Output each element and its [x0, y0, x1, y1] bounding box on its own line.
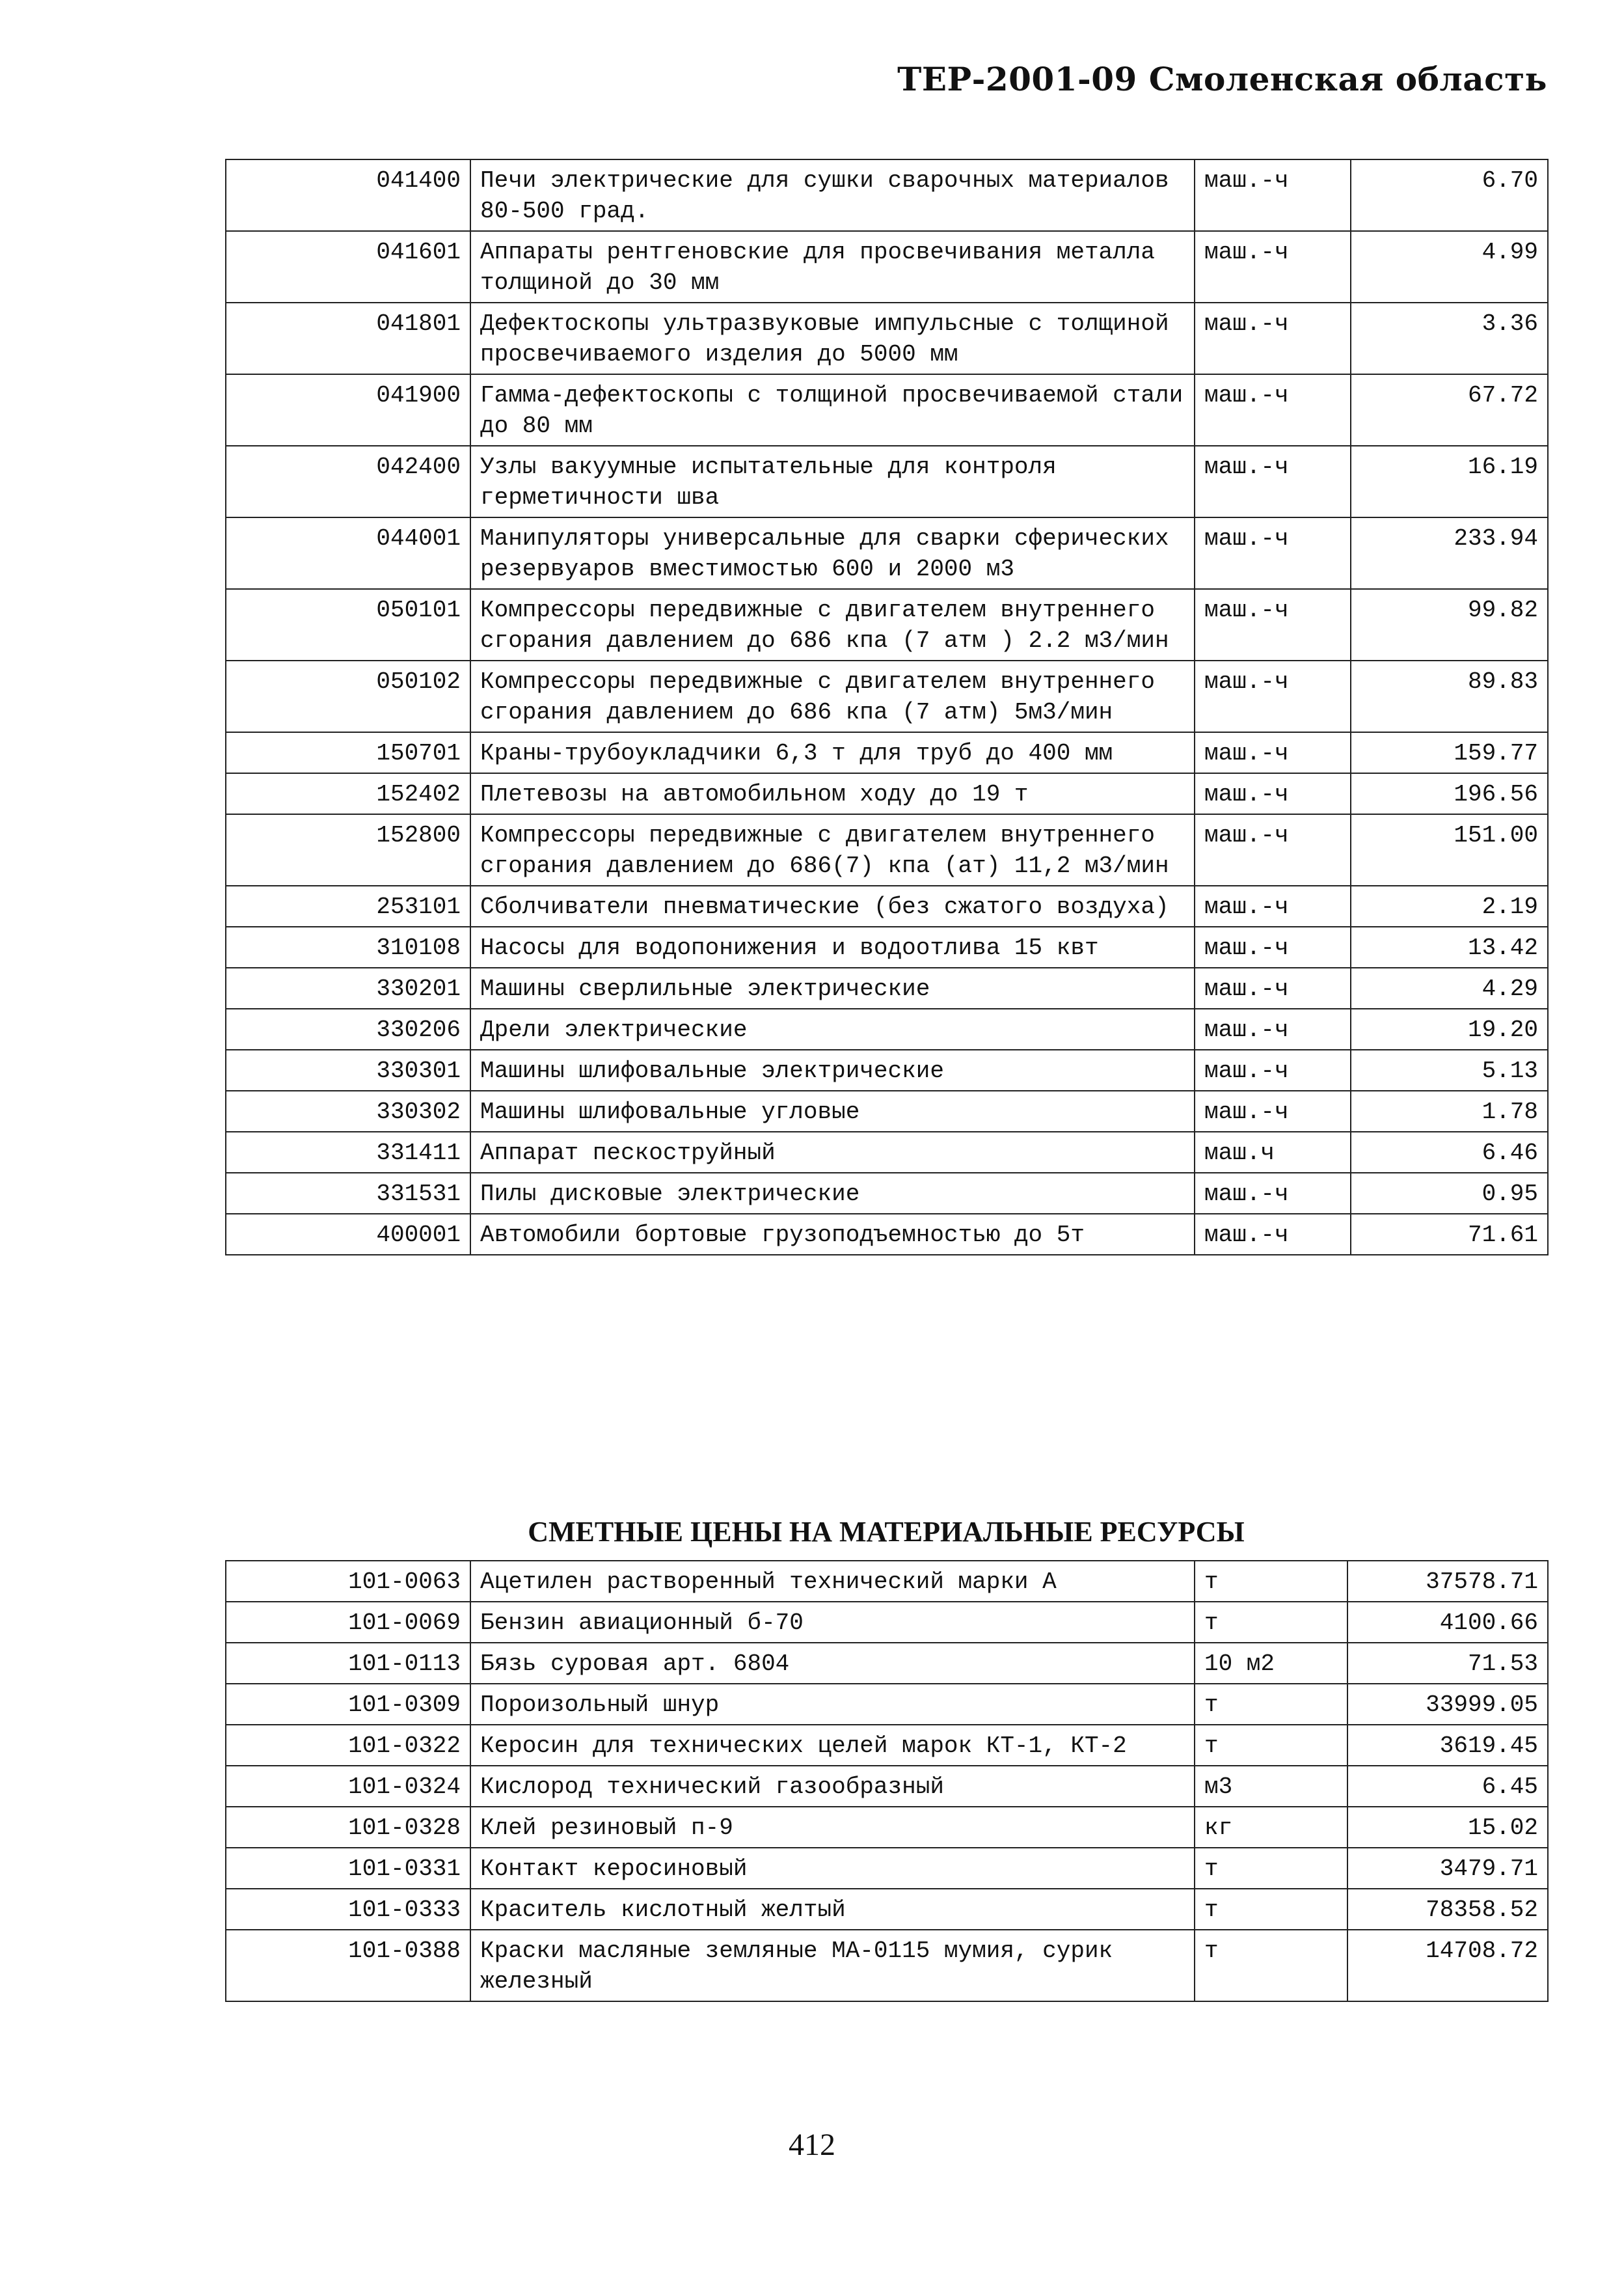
description-cell: Краситель кислотный желтый — [470, 1889, 1195, 1930]
unit-cell: т — [1195, 1602, 1347, 1643]
price-cell: 19.20 — [1351, 1009, 1548, 1050]
description-cell: Манипуляторы универсальные для сварки сферических резервуаров вместимостью 600 и 2000 м3 — [470, 517, 1195, 589]
unit-cell: т — [1195, 1725, 1347, 1766]
table-row — [226, 814, 1548, 886]
unit-cell: т — [1195, 1848, 1347, 1889]
code-cell: 150701 — [226, 732, 470, 773]
price-cell: 37578.71 — [1347, 1561, 1548, 1602]
unit-cell: т — [1195, 1684, 1347, 1725]
unit-cell: маш.-ч — [1195, 303, 1351, 374]
table-row — [226, 732, 1548, 773]
materials-price-table — [225, 1560, 1549, 2002]
price-cell: 4100.66 — [1347, 1602, 1548, 1643]
machines-price-table — [225, 159, 1549, 1255]
price-cell: 0.95 — [1351, 1173, 1548, 1214]
price-cell: 15.02 — [1347, 1807, 1548, 1848]
price-cell: 4.99 — [1351, 231, 1548, 303]
code-cell: 152402 — [226, 773, 470, 814]
unit-cell: т — [1195, 1561, 1347, 1602]
materials-section-title: СМЕТНЫЕ ЦЕНЫ НА МАТЕРИАЛЬНЫЕ РЕСУРСЫ — [528, 1516, 1245, 1548]
document-header-title: ТЕР-2001-09 Смоленская область — [897, 60, 1547, 98]
description-cell: Дефектоскопы ультразвуковые импульсные с толщиной просвечиваемого изделия до 5000 мм — [470, 303, 1195, 374]
code-cell: 101-0328 — [226, 1807, 470, 1848]
unit-cell: маш.-ч — [1195, 968, 1351, 1009]
code-cell: 310108 — [226, 927, 470, 968]
code-cell: 101-0063 — [226, 1561, 470, 1602]
description-cell: Печи электрические для сушки сварочных материалов 80-500 град. — [470, 159, 1195, 231]
code-cell: 331411 — [226, 1132, 470, 1173]
unit-cell: маш.-ч — [1195, 159, 1351, 231]
description-cell: Машины шлифовальные электрические — [470, 1050, 1195, 1091]
table-row — [226, 968, 1548, 1009]
table-row — [226, 886, 1548, 927]
unit-cell: маш.ч — [1195, 1132, 1351, 1173]
description-cell: Бензин авиационный б-70 — [470, 1602, 1195, 1643]
code-cell: 042400 — [226, 446, 470, 517]
code-cell: 044001 — [226, 517, 470, 589]
code-cell: 101-0388 — [226, 1930, 470, 2001]
code-cell: 101-0069 — [226, 1602, 470, 1643]
code-cell: 041900 — [226, 374, 470, 446]
table-row — [226, 1848, 1548, 1889]
code-cell: 041801 — [226, 303, 470, 374]
code-cell: 330206 — [226, 1009, 470, 1050]
code-cell: 331531 — [226, 1173, 470, 1214]
description-cell: Компрессоры передвижные с двигателем внутреннего сгорания давлением до 686 кпа (7 атм) 5м3/мин — [470, 661, 1195, 732]
description-cell: Машины сверлильные электрические — [470, 968, 1195, 1009]
unit-cell: маш.-ч — [1195, 231, 1351, 303]
price-cell: 4.29 — [1351, 968, 1548, 1009]
description-cell: Насосы для водопонижения и водоотлива 15 квт — [470, 927, 1195, 968]
unit-cell: маш.-ч — [1195, 517, 1351, 589]
description-cell: Гамма-дефектоскопы с толщиной просвечиваемой стали до 80 мм — [470, 374, 1195, 446]
price-cell: 89.83 — [1351, 661, 1548, 732]
description-cell: Компрессоры передвижные с двигателем внутреннего сгорания давлением до 686(7) кпа (ат) 11,2 м3/мин — [470, 814, 1195, 886]
unit-cell: маш.-ч — [1195, 732, 1351, 773]
price-cell: 1.78 — [1351, 1091, 1548, 1132]
code-cell: 330301 — [226, 1050, 470, 1091]
unit-cell: 10 м2 — [1195, 1643, 1347, 1684]
price-cell: 3619.45 — [1347, 1725, 1548, 1766]
price-cell: 71.53 — [1347, 1643, 1548, 1684]
description-cell: Пилы дисковые электрические — [470, 1173, 1195, 1214]
price-cell: 67.72 — [1351, 374, 1548, 446]
price-cell: 159.77 — [1351, 732, 1548, 773]
description-cell: Клей резиновый п-9 — [470, 1807, 1195, 1848]
price-cell: 6.45 — [1347, 1766, 1548, 1807]
description-cell: Краски масляные земляные МА-0115 мумия, сурик железный — [470, 1930, 1195, 2001]
table-row — [226, 1214, 1548, 1255]
unit-cell: маш.-ч — [1195, 886, 1351, 927]
description-cell: Ацетилен растворенный технический марки А — [470, 1561, 1195, 1602]
price-cell: 5.13 — [1351, 1050, 1548, 1091]
unit-cell: маш.-ч — [1195, 661, 1351, 732]
code-cell: 101-0333 — [226, 1889, 470, 1930]
table-row — [226, 1009, 1548, 1050]
code-cell: 101-0309 — [226, 1684, 470, 1725]
table-row — [226, 1091, 1548, 1132]
unit-cell: маш.-ч — [1195, 374, 1351, 446]
price-cell: 3.36 — [1351, 303, 1548, 374]
table-row — [226, 374, 1548, 446]
description-cell: Керосин для технических целей марок КТ-1, КТ-2 — [470, 1725, 1195, 1766]
table-row — [226, 303, 1548, 374]
price-cell: 78358.52 — [1347, 1889, 1548, 1930]
table-row — [226, 1561, 1548, 1602]
description-cell: Дрели электрические — [470, 1009, 1195, 1050]
code-cell: 101-0324 — [226, 1766, 470, 1807]
unit-cell: т — [1195, 1930, 1347, 2001]
code-cell: 101-0322 — [226, 1725, 470, 1766]
table-row — [226, 517, 1548, 589]
unit-cell: маш.-ч — [1195, 927, 1351, 968]
price-cell: 3479.71 — [1347, 1848, 1548, 1889]
price-cell: 2.19 — [1351, 886, 1548, 927]
code-cell: 041400 — [226, 159, 470, 231]
code-cell: 400001 — [226, 1214, 470, 1255]
price-cell: 33999.05 — [1347, 1684, 1548, 1725]
price-cell: 71.61 — [1351, 1214, 1548, 1255]
code-cell: 050102 — [226, 661, 470, 732]
code-cell: 253101 — [226, 886, 470, 927]
description-cell: Компрессоры передвижные с двигателем внутреннего сгорания давлением до 686 кпа (7 атм ) 2.2 м3/мин — [470, 589, 1195, 661]
table-row — [226, 1807, 1548, 1848]
unit-cell: т — [1195, 1889, 1347, 1930]
price-cell: 6.46 — [1351, 1132, 1548, 1173]
table-row — [226, 1602, 1548, 1643]
code-cell: 101-0331 — [226, 1848, 470, 1889]
price-cell: 16.19 — [1351, 446, 1548, 517]
price-cell: 6.70 — [1351, 159, 1548, 231]
code-cell: 152800 — [226, 814, 470, 886]
table-row — [226, 1050, 1548, 1091]
description-cell: Машины шлифовальные угловые — [470, 1091, 1195, 1132]
code-cell: 050101 — [226, 589, 470, 661]
description-cell: Краны-трубоукладчики 6,3 т для труб до 400 мм — [470, 732, 1195, 773]
description-cell: Бязь суровая арт. 6804 — [470, 1643, 1195, 1684]
table-row — [226, 773, 1548, 814]
table-row — [226, 446, 1548, 517]
unit-cell: м3 — [1195, 1766, 1347, 1807]
unit-cell: маш.-ч — [1195, 1050, 1351, 1091]
price-cell: 99.82 — [1351, 589, 1548, 661]
price-cell: 14708.72 — [1347, 1930, 1548, 2001]
table-row — [226, 1132, 1548, 1173]
description-cell: Кислород технический газообразный — [470, 1766, 1195, 1807]
table-row — [226, 231, 1548, 303]
price-cell: 233.94 — [1351, 517, 1548, 589]
code-cell: 330302 — [226, 1091, 470, 1132]
table-row — [226, 1766, 1548, 1807]
table-row — [226, 927, 1548, 968]
description-cell: Плетевозы на автомобильном ходу до 19 т — [470, 773, 1195, 814]
table-row — [226, 589, 1548, 661]
description-cell: Сболчиватели пневматические (без сжатого воздуха) — [470, 886, 1195, 927]
table-row — [226, 1684, 1548, 1725]
unit-cell: маш.-ч — [1195, 589, 1351, 661]
table-row — [226, 1725, 1548, 1766]
code-cell: 330201 — [226, 968, 470, 1009]
description-cell: Аппараты рентгеновские для просвечивания металла толщиной до 30 мм — [470, 231, 1195, 303]
unit-cell: маш.-ч — [1195, 1173, 1351, 1214]
unit-cell: маш.-ч — [1195, 814, 1351, 886]
price-cell: 196.56 — [1351, 773, 1548, 814]
unit-cell: кг — [1195, 1807, 1347, 1848]
description-cell: Автомобили бортовые грузоподъемностью до 5т — [470, 1214, 1195, 1255]
table-row — [226, 661, 1548, 732]
code-cell: 041601 — [226, 231, 470, 303]
price-cell: 13.42 — [1351, 927, 1548, 968]
price-cell: 151.00 — [1351, 814, 1548, 886]
unit-cell: маш.-ч — [1195, 1091, 1351, 1132]
description-cell: Узлы вакуумные испытательные для контроля герметичности шва — [470, 446, 1195, 517]
unit-cell: маш.-ч — [1195, 1214, 1351, 1255]
unit-cell: маш.-ч — [1195, 1009, 1351, 1050]
description-cell: Пороизольный шнур — [470, 1684, 1195, 1725]
page-number: 412 — [789, 2128, 835, 2162]
unit-cell: маш.-ч — [1195, 773, 1351, 814]
code-cell: 101-0113 — [226, 1643, 470, 1684]
table-row — [226, 1173, 1548, 1214]
description-cell: Контакт керосиновый — [470, 1848, 1195, 1889]
table-row — [226, 1643, 1548, 1684]
unit-cell: маш.-ч — [1195, 446, 1351, 517]
table-row — [226, 159, 1548, 231]
table-row — [226, 1889, 1548, 1930]
table-row — [226, 1930, 1548, 2001]
description-cell: Аппарат пескоструйный — [470, 1132, 1195, 1173]
